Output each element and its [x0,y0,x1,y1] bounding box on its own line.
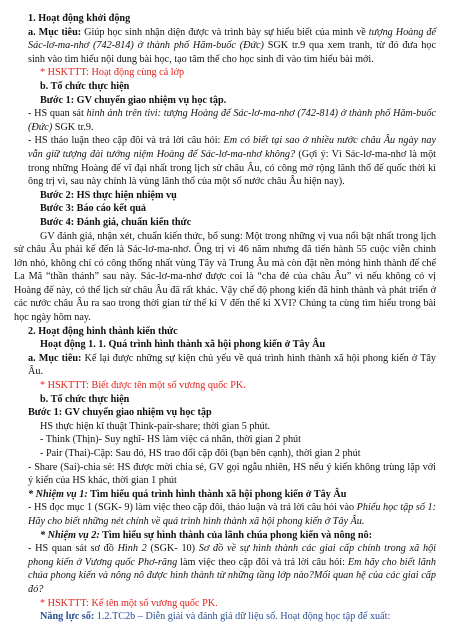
read2-italic-b: Sơ đồ về sự hình thành các giai cấp chính trong xã hội phong kiến ở Vương quốc Phơ-răng [28,543,437,568]
task-1-text: Tìm hiểu quá trình hình thành xã hội phong kiến ở Tây Âu [87,488,347,500]
heading-warmup: 1. Hoạt động khởi động [28,13,131,24]
think-line: - Think (Thịn)- Suy nghĩ- HS làm việc cá nhân, thời gian 2 phút [40,434,301,446]
read2-text-3: làm việc theo cặp đôi và trả lời câu hỏi: [177,556,348,568]
activity-1-heading: Hoạt động 1. 1. Quá trình hình thành xã hội phong kiến ở Tây Âu [40,339,326,351]
goal2-paragraph [14,352,436,379]
pair-line: - Pair (Thai)-Cặp: Sau đó, HS trao đổi cặp đôi (bạn bên cạnh), thời gian 2 phút [40,448,361,459]
digital-competence-label: Năng lực số: [40,611,95,623]
goal-italic: tượng Hoàng đế Sác-lơ-ma-nhơ (742-814) ở thành phố Hăm-buốc (Đức) [28,26,436,52]
hsk-note-3: * HSKTTT: Kể tên một số vương quốc PK. [40,597,218,609]
read2-italic-a: Hình 2 [117,543,147,555]
step-2: Bước 2: HS thực hiện nhiệm vụ [40,189,177,201]
task-2-text: Tìm hiểu sự hình thành của lãnh chúa phong kiến và nông nô: [99,529,373,541]
share-line: - Share (Sai)-chia sẻ: HS được mời chia sẻ, GV gọi ngẫu nhiên, HS nếu ý kiến không trùng lặp với ý kiến của HS khác, thời gian 1 phút [28,461,436,487]
read2-text-2: (SGK- 10) [146,543,199,555]
org-heading: b. Tổ chức thực hiện [40,80,130,92]
discuss-text-1: - HS thảo luận theo cặp đôi và trả lời câu hỏi: [28,135,224,147]
goal-text-1: Giúp học sinh nhận diện được và trình bày sự hiểu biết của mình về [81,26,369,38]
step-4: Bước 4: Đánh giá, chuẩn kiến thức [40,216,192,228]
step-1b: Bước 1: GV chuyển giao nhiệm vụ học tập [28,407,212,419]
discuss-paragraph [14,134,436,188]
heading-knowledge: 2. Hoạt động hình thành kiến thức [28,325,178,337]
tps-intro: HS thực hiện kĩ thuật Think-pair-share; thời gian 5 phút. [40,420,271,432]
discuss-italic: Em có biết tại sao ở nhiều nước châu Âu ngày nay vẫn giữ tượng đài tướng niệm Hoàng đế Sác-lơ-ma-nhơ không? [28,135,436,160]
task-1-heading [14,488,436,502]
observe-paragraph [14,107,436,134]
evaluation-text: GV đánh giá, nhận xét, chuẩn kiến thức, bổ sung: Một trong những vị vua nổi bật nhất trong lịch sử châu Âu phải kể đến là Sác-lơ-ma-nhơ. Ông trị vì 46 năm nhưng đã tiến hành 55 cuộc viễn chinh lớn nhỏ, không chỉ có công thống nhất vùng Tây và Trung Âu mà còn đặt nền móng hình thành đế chế La Mã “thần thánh” sau này. Sác-lơ-ma-nhơ được coi là “cha đẻ của châu Âu” vì nếu không có vị Hoàng đế này, có thể lịch sử châu Âu đã rất khác. Vậy chế độ phong kiến đã hình thành và phát triển ở các nước châu Âu ra sao trong thời gian từ thế kỉ V đến thế kỉ XVI? Chúng ta cùng tìm hiểu trong bài học ngày hôm nay. [14,230,436,324]
goal-text-2: SGK tr.9 qua xem tranh, từ đó đưa học sinh vào tìm hiểu nội dung bài học, tạo tâm thế cho học sinh đi vào tìm hiểu bài mới. [28,40,436,65]
read1-italic: Phiếu học tập số 1: Hãy cho biết những nét chính về quá trình hình thành xã hội phong kiến ở Tây Âu. [28,502,436,527]
discuss-text-2: (Gợi ý: Vì Sác-lơ-ma-nhơ là một trong những Hoàng đế vĩ đại nhất trong lịch sử châu Âu, có công mở rộng lãnh thổ đế quốc thời kì ông trị vì, sau này chính là vùng lãnh thổ của một số nước châu Âu hiện nay). [28,148,436,188]
goal-paragraph [14,26,436,67]
digital-competence-line [14,610,436,624]
read1-paragraph [14,501,436,528]
goal-label: a. Mục tiêu: [28,26,82,38]
org2-heading: b. Tổ chức thực hiện [40,393,130,405]
read1-text: - HS đọc mục 1 (SGK- 9) làm việc theo cặp đôi, thảo luận và trả lời câu hỏi vào [28,502,357,514]
observe-text-1: - HS quan sát [28,108,87,120]
task-2-label: * Nhiệm vụ 2: [40,529,100,541]
task-2-heading [14,529,436,543]
task-1-label: * Nhiệm vụ 1: [28,488,88,500]
step-1: Bước 1: GV chuyển giao nhiệm vụ học tập. [40,94,227,106]
read2-italic-c: Em hãy cho biết lãnh chúa phong kiến và nông nô được hình thành từ những tầng lớp nào?Mối quan hệ của các giai cấp đó? [28,556,436,595]
hsk-note-2: * HSKTTT: Biết được tên một số vương quốc PK. [40,380,246,392]
read2-paragraph [14,542,436,596]
goal2-label: a. Mục tiêu: [28,352,82,364]
evaluation-paragraph [14,230,436,325]
digital-competence-text: 1.2.TC2b – Diễn giải và đánh giá dữ liệu số. Hoạt động học tập để xuất: [94,611,391,623]
read2-text-1: - HS quan sát sơ đồ [28,543,118,555]
observe-text-2: SGK tr.9. [52,121,94,133]
observe-italic: hình ảnh trên tivi: tượng Hoàng đế Sác-lơ-ma-nhơ (742-814) ở thành phố Hăm-buốc (Đức) [28,108,436,133]
goal2-text: Kể lại được những sự kiện chủ yếu về quá trình hình thành xã hội phong kiến ở Tây Âu. [28,352,436,378]
hsk-note-1: * HSKTTT: Hoạt động cùng cả lớp [40,67,185,79]
step-3: Bước 3: Báo cáo kết quả [40,203,146,215]
